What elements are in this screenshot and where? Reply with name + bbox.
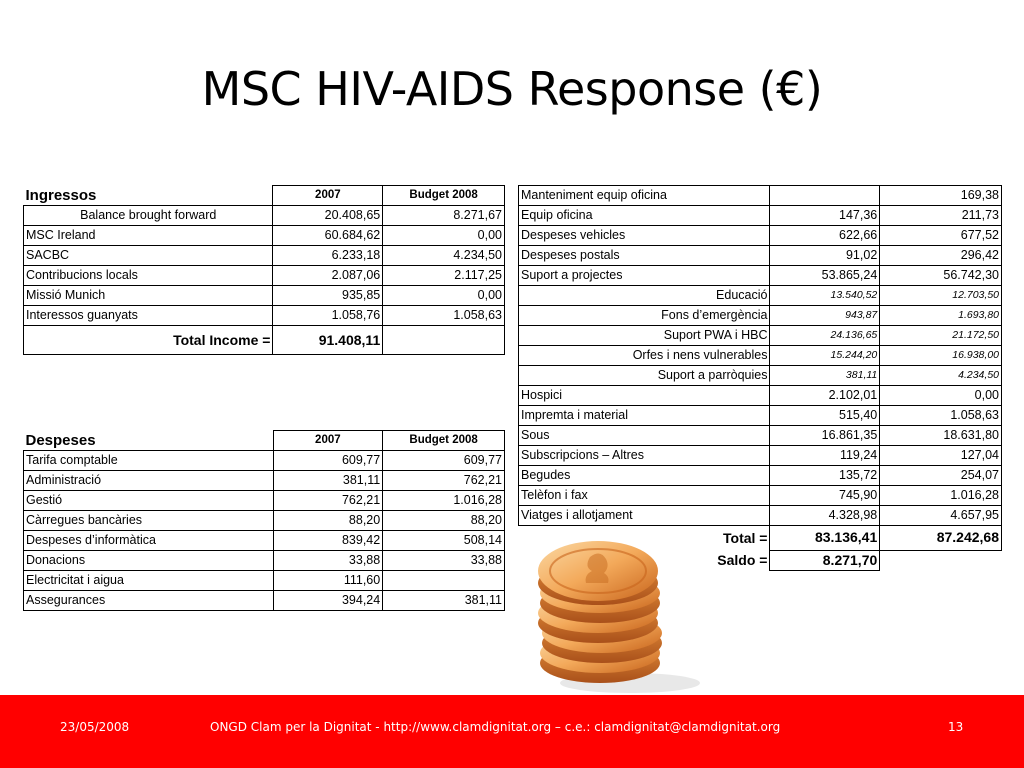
page-title: MSC HIV-AIDS Response (€) bbox=[201, 62, 823, 116]
row-value-budget: 12.703,50 bbox=[880, 286, 1002, 306]
row-label: Impremta i material bbox=[519, 406, 770, 426]
row-label: Despeses vehicles bbox=[519, 226, 770, 246]
table-row bbox=[24, 226, 505, 246]
table-row bbox=[24, 266, 505, 286]
row-value-budget: 609,77 bbox=[383, 451, 505, 471]
row-value-budget: 296,42 bbox=[880, 246, 1002, 266]
row-label: Balance brought forward bbox=[24, 206, 273, 226]
row-label: Assegurances bbox=[24, 591, 274, 611]
row-value-budget bbox=[383, 571, 505, 591]
row-value-2007: 135,72 bbox=[770, 466, 880, 486]
table-row bbox=[519, 406, 1002, 426]
footer-date: 23/05/2008 bbox=[60, 720, 130, 734]
despeses-col-2007: 2007 bbox=[273, 431, 383, 451]
row-label: Manteniment equip oficina bbox=[519, 186, 770, 206]
coin-stack-icon bbox=[530, 535, 710, 695]
row-label: Interessos guanyats bbox=[24, 306, 273, 326]
row-value-budget: 1.058,63 bbox=[383, 306, 505, 326]
total-income-budget-empty bbox=[383, 326, 505, 355]
row-label: SACBC bbox=[24, 246, 273, 266]
row-value-2007: 60.684,62 bbox=[273, 226, 383, 246]
row-value-budget: 762,21 bbox=[383, 471, 505, 491]
row-value-budget: 8.271,67 bbox=[383, 206, 505, 226]
row-label: Contribucions locals bbox=[24, 266, 273, 286]
table-row bbox=[24, 571, 505, 591]
row-value-budget: 0,00 bbox=[880, 386, 1002, 406]
row-value-budget: 1.016,28 bbox=[383, 491, 505, 511]
sub-item-row bbox=[519, 326, 1002, 346]
row-value-2007: 609,77 bbox=[273, 451, 383, 471]
row-value-2007: 16.861,35 bbox=[770, 426, 880, 446]
row-value-2007: 119,24 bbox=[770, 446, 880, 466]
row-value-2007: 1.058,76 bbox=[273, 306, 383, 326]
row-value-2007: 111,60 bbox=[273, 571, 383, 591]
despeses-table bbox=[23, 430, 505, 611]
table-row bbox=[24, 206, 505, 226]
row-label: Donacions bbox=[24, 551, 274, 571]
sub-item-row bbox=[519, 366, 1002, 386]
saldo-empty bbox=[880, 550, 1002, 570]
expenses-continued-table bbox=[518, 185, 1002, 571]
row-value-budget: 0,00 bbox=[383, 226, 505, 246]
row-value-budget: 2.117,25 bbox=[383, 266, 505, 286]
row-value-2007: 515,40 bbox=[770, 406, 880, 426]
row-label: Fons d’emergència bbox=[519, 306, 770, 326]
row-value-2007: 943,87 bbox=[770, 306, 880, 326]
row-value-2007: 2.087,06 bbox=[273, 266, 383, 286]
row-label: Gestió bbox=[24, 491, 274, 511]
row-value-budget: 1.016,28 bbox=[880, 486, 1002, 506]
row-value-2007: 839,42 bbox=[273, 531, 383, 551]
total-income-label: Total Income = bbox=[24, 326, 273, 355]
total-value-2007: 83.136,41 bbox=[770, 526, 880, 551]
sub-item-row bbox=[519, 306, 1002, 326]
row-value-2007: 745,90 bbox=[770, 486, 880, 506]
ingressos-header-row bbox=[24, 186, 505, 206]
row-value-budget: 127,04 bbox=[880, 446, 1002, 466]
table-row bbox=[24, 551, 505, 571]
table-row bbox=[519, 246, 1002, 266]
row-label: Administració bbox=[24, 471, 274, 491]
saldo-value: 8.271,70 bbox=[770, 550, 880, 570]
row-value-2007: 4.328,98 bbox=[770, 506, 880, 526]
row-label: Educació bbox=[519, 286, 770, 306]
row-label: Tarifa comptable bbox=[24, 451, 274, 471]
table-row bbox=[24, 511, 505, 531]
despeses-col-budget: Budget 2008 bbox=[383, 431, 505, 451]
footer-bar bbox=[0, 695, 1024, 768]
row-value-2007: 88,20 bbox=[273, 511, 383, 531]
row-value-budget: 4.657,95 bbox=[880, 506, 1002, 526]
table-row bbox=[519, 426, 1002, 446]
row-value-budget: 33,88 bbox=[383, 551, 505, 571]
row-value-budget: 211,73 bbox=[880, 206, 1002, 226]
table-row bbox=[24, 451, 505, 471]
row-value-budget: 4.234,50 bbox=[383, 246, 505, 266]
row-label: Begudes bbox=[519, 466, 770, 486]
row-label: Despeses d’informàtica bbox=[24, 531, 274, 551]
total-income-row bbox=[24, 326, 505, 355]
row-value-budget: 21.172,50 bbox=[880, 326, 1002, 346]
row-value-2007: 381,11 bbox=[273, 471, 383, 491]
row-value-2007: 6.233,18 bbox=[273, 246, 383, 266]
row-value-2007: 53.865,24 bbox=[770, 266, 880, 286]
row-value-budget: 1.693,80 bbox=[880, 306, 1002, 326]
row-value-2007: 24.136,65 bbox=[770, 326, 880, 346]
row-value-budget: 18.631,80 bbox=[880, 426, 1002, 446]
row-value-budget: 677,52 bbox=[880, 226, 1002, 246]
table-row bbox=[24, 286, 505, 306]
row-value-budget: 16.938,00 bbox=[880, 346, 1002, 366]
row-label: Orfes i nens vulnerables bbox=[519, 346, 770, 366]
row-value-budget: 169,38 bbox=[880, 186, 1002, 206]
row-value-2007: 762,21 bbox=[273, 491, 383, 511]
row-label: Subscripcions – Altres bbox=[519, 446, 770, 466]
table-row bbox=[519, 506, 1002, 526]
table-row bbox=[519, 266, 1002, 286]
row-value-budget: 56.742,30 bbox=[880, 266, 1002, 286]
ingressos-col-2007: 2007 bbox=[273, 186, 383, 206]
table-row bbox=[24, 591, 505, 611]
row-value-2007: 381,11 bbox=[770, 366, 880, 386]
total-value-budget: 87.242,68 bbox=[880, 526, 1002, 551]
row-value-2007: 622,66 bbox=[770, 226, 880, 246]
row-label: Missió Munich bbox=[24, 286, 273, 306]
row-value-budget: 88,20 bbox=[383, 511, 505, 531]
row-label: Suport a projectes bbox=[519, 266, 770, 286]
table-row bbox=[519, 486, 1002, 506]
row-value-budget: 254,07 bbox=[880, 466, 1002, 486]
row-label: Telèfon i fax bbox=[519, 486, 770, 506]
despeses-header-row bbox=[24, 431, 505, 451]
row-value-budget: 381,11 bbox=[383, 591, 505, 611]
table-row bbox=[24, 246, 505, 266]
table-row bbox=[24, 471, 505, 491]
row-label: Càrregues bancàries bbox=[24, 511, 274, 531]
total-label: Total = bbox=[723, 529, 768, 546]
row-label: Despeses postals bbox=[519, 246, 770, 266]
row-value-budget: 508,14 bbox=[383, 531, 505, 551]
table-row bbox=[519, 466, 1002, 486]
row-value-2007: 33,88 bbox=[273, 551, 383, 571]
row-label: Hospici bbox=[519, 386, 770, 406]
row-label: Equip oficina bbox=[519, 206, 770, 226]
despeses-heading: Despeses bbox=[24, 431, 274, 451]
sub-item-row bbox=[519, 346, 1002, 366]
table-row bbox=[24, 491, 505, 511]
row-label: MSC Ireland bbox=[24, 226, 273, 246]
footer-organization: ONGD Clam per la Dignitat - http://www.clamdignitat.org – c.e.: clamdignitat@clamdignitat.org bbox=[210, 720, 781, 734]
row-value-2007: 13.540,52 bbox=[770, 286, 880, 306]
row-value-budget: 1.058,63 bbox=[880, 406, 1002, 426]
saldo-label: Saldo = bbox=[717, 551, 768, 568]
row-value-2007: 20.408,65 bbox=[273, 206, 383, 226]
total-income-value: 91.408,11 bbox=[273, 326, 383, 355]
row-label: Viatges i allotjament bbox=[519, 506, 770, 526]
row-value-2007: 394,24 bbox=[273, 591, 383, 611]
table-row bbox=[24, 531, 505, 551]
sub-item-row bbox=[519, 286, 1002, 306]
table-row bbox=[519, 386, 1002, 406]
row-value-2007: 91,02 bbox=[770, 246, 880, 266]
ingressos-col-budget: Budget 2008 bbox=[383, 186, 505, 206]
ingressos-heading: Ingressos bbox=[24, 186, 273, 206]
row-label: Electricitat i aigua bbox=[24, 571, 274, 591]
table-row bbox=[519, 186, 1002, 206]
row-label: Suport a parròquies bbox=[519, 366, 770, 386]
row-value-2007: 935,85 bbox=[273, 286, 383, 306]
row-value-2007: 15.244,20 bbox=[770, 346, 880, 366]
row-value-2007 bbox=[770, 186, 880, 206]
row-value-2007: 2.102,01 bbox=[770, 386, 880, 406]
row-value-2007: 147,36 bbox=[770, 206, 880, 226]
table-row bbox=[24, 306, 505, 326]
table-row bbox=[519, 226, 1002, 246]
row-value-budget: 4.234,50 bbox=[880, 366, 1002, 386]
ingressos-table bbox=[23, 185, 505, 355]
row-label: Suport PWA i HBC bbox=[519, 326, 770, 346]
table-row bbox=[519, 206, 1002, 226]
row-label: Sous bbox=[519, 426, 770, 446]
row-value-budget: 0,00 bbox=[383, 286, 505, 306]
table-row bbox=[519, 446, 1002, 466]
footer-page-number: 13 bbox=[948, 720, 964, 734]
